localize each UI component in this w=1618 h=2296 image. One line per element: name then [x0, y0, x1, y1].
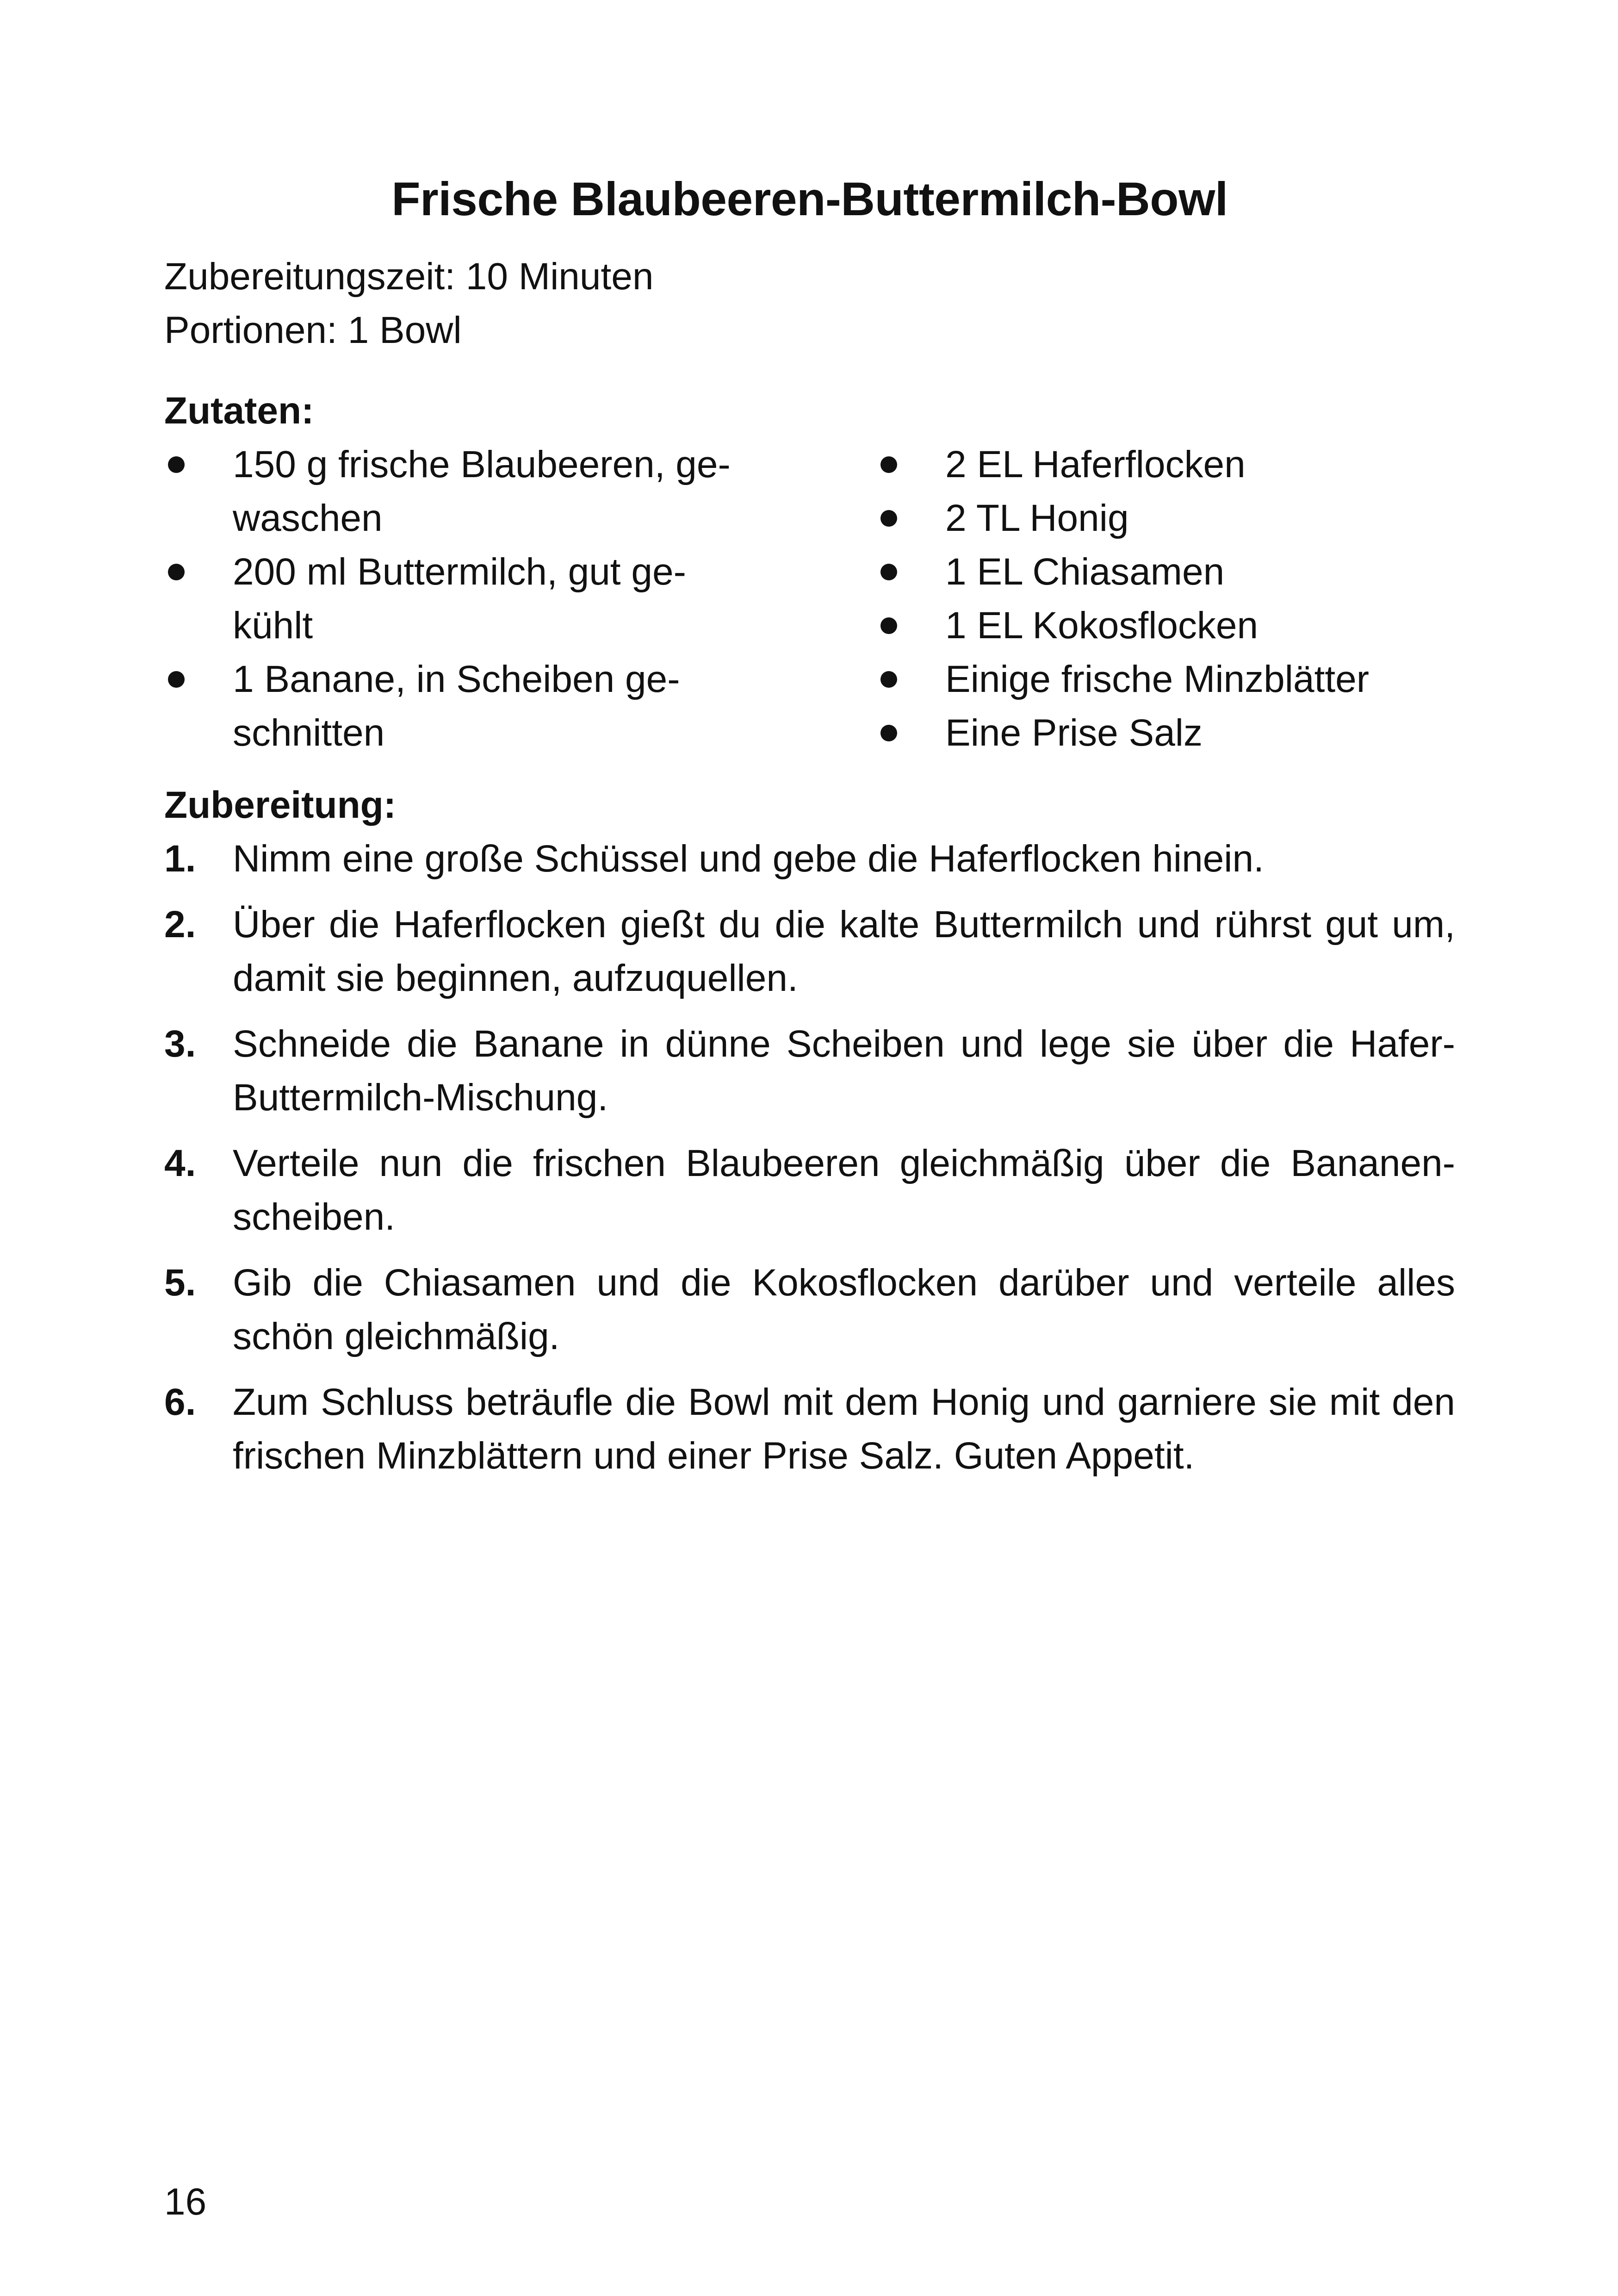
- ingredient-item: [164, 438, 733, 545]
- ingredient-text: 1 EL Chiasamen: [945, 551, 1225, 593]
- step-item: [164, 1375, 1455, 1483]
- ingredients-column-left: [164, 438, 733, 760]
- ingredient-item: [877, 653, 1455, 706]
- bullet-icon: [168, 456, 185, 473]
- ingredient-item: [877, 706, 1455, 760]
- step-text: Zum Schluss beträufle die Bowl mit dem Honig und garniere sie mit den frischen Minzblättern und einer Prise Salz. Guten Appetit.: [233, 1381, 1455, 1477]
- ingredient-text: 2 TL Honig: [945, 497, 1129, 539]
- step-number: 5.: [164, 1262, 196, 1304]
- recipe-title: Frische Blaubeeren-Buttermilch-Bowl: [391, 173, 1228, 225]
- page-number: 16: [164, 2181, 207, 2223]
- step-item: [164, 898, 1455, 1005]
- step-text: Verteile nun die frischen Blaubeeren gleichmäßig über die Bananenscheiben.: [233, 1142, 1455, 1238]
- step-number: 2.: [164, 903, 196, 946]
- ingredient-item: [877, 438, 1455, 492]
- bullet-icon: [168, 671, 185, 688]
- bullet-icon: [880, 725, 897, 741]
- ingredient-item: [877, 599, 1455, 653]
- step-item: [164, 832, 1455, 886]
- step-item: [164, 1256, 1455, 1363]
- ingredients-heading: Zutaten:: [164, 390, 314, 432]
- bullet-icon: [880, 564, 897, 580]
- ingredient-item: [164, 545, 733, 653]
- ingredient-text: Einige frische Minzblätter: [945, 658, 1370, 700]
- ingredient-text: 200 ml Buttermilch, gut gekühlt: [233, 551, 686, 647]
- steps-list: [164, 832, 1455, 1483]
- step-number: 6.: [164, 1381, 196, 1423]
- bullet-icon: [880, 671, 897, 688]
- ingredient-text: 150 g frische Blaubeeren, gewaschen: [233, 443, 731, 539]
- ingredient-text: 1 Banane, in Scheiben geschnitten: [233, 658, 680, 754]
- bullet-icon: [168, 564, 185, 580]
- step-item: [164, 1017, 1455, 1125]
- step-text: Schneide die Banane in dünne Scheiben und lege sie über die Hafer-Buttermilch-Mischung.: [233, 1023, 1455, 1119]
- step-item: [164, 1137, 1455, 1244]
- ingredient-item: [877, 545, 1455, 599]
- bullet-icon: [880, 456, 897, 473]
- step-number: 1.: [164, 838, 196, 880]
- ingredient-text: 2 EL Haferflocken: [945, 443, 1246, 485]
- step-text: Über die Haferflocken gießt du die kalte Buttermilch und rührst gut um, damit sie beginnen, aufzuquellen.: [233, 903, 1455, 999]
- recipe-page: [164, 167, 1455, 1495]
- step-text: Gib die Chiasamen und die Kokosflocken darüber und verteile alles schön gleichmäßig.: [233, 1262, 1455, 1357]
- servings: Portionen: 1 Bowl: [164, 309, 462, 351]
- ingredient-text: 1 EL Kokosflocken: [945, 604, 1258, 647]
- recipe-meta: [164, 250, 1455, 357]
- step-number: 3.: [164, 1023, 196, 1065]
- step-text: Nimm eine große Schüssel und gebe die Haferflocken hinein.: [233, 838, 1264, 880]
- prep-time: Zubereitungszeit: 10 Minuten: [164, 255, 654, 298]
- ingredient-item: [164, 653, 733, 760]
- bullet-icon: [880, 510, 897, 527]
- step-number: 4.: [164, 1142, 196, 1184]
- ingredients-list: [164, 438, 1455, 760]
- ingredient-text: Eine Prise Salz: [945, 712, 1203, 754]
- ingredients-column-right: [877, 438, 1455, 760]
- bullet-icon: [880, 617, 897, 634]
- steps-heading: Zubereitung:: [164, 784, 397, 826]
- ingredient-item: [877, 492, 1455, 545]
